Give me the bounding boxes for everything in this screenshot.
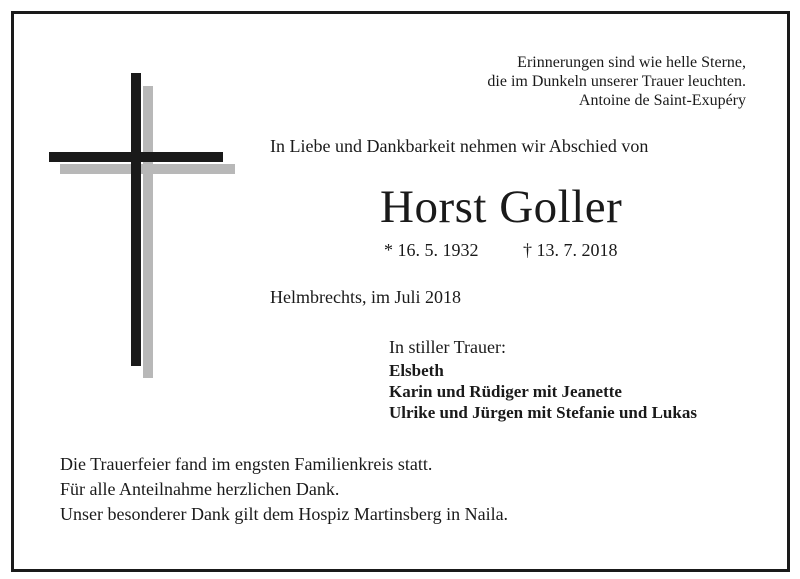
closing-line-3: Unser besonderer Dank gilt dem Hospiz Martinsberg in Naila. — [60, 504, 509, 524]
quote-line-2: die im Dunkeln unserer Trauer leuchten. — [487, 73, 746, 90]
cross-shadow-vertical — [143, 86, 153, 378]
closing-line-1: Die Trauerfeier fand im engsten Familienkreis statt. — [60, 454, 433, 474]
closing-notes — [60, 452, 508, 527]
epigraph-quote — [487, 53, 746, 110]
mourning-intro: In stiller Trauer: — [389, 337, 506, 357]
deceased-name: Horst Goller — [380, 181, 623, 233]
cross-shadow-horizontal — [60, 164, 235, 174]
mourner-name: Ulrike und Jürgen mit Stefanie und Lukas — [389, 403, 697, 422]
birth-date: * 16. 5. 1932 — [384, 240, 479, 260]
mourner-name: Karin und Rüdiger mit Jeanette — [389, 382, 622, 401]
cross-vertical-beam — [131, 73, 141, 366]
closing-line-2: Für alle Anteilnahme herzlichen Dank. — [60, 479, 340, 499]
farewell-intro: In Liebe und Dankbarkeit nehmen wir Abschied von — [270, 136, 649, 156]
death-date: † 13. 7. 2018 — [523, 240, 618, 260]
place-and-date: Helmbrechts, im Juli 2018 — [270, 287, 461, 307]
cross-horizontal-beam — [49, 152, 223, 162]
quote-author: Antoine de Saint-Exupéry — [578, 92, 746, 109]
mourners-list — [389, 360, 697, 423]
mourner-name: Elsbeth — [389, 361, 444, 380]
quote-line-1: Erinnerungen sind wie helle Sterne, — [517, 54, 746, 71]
